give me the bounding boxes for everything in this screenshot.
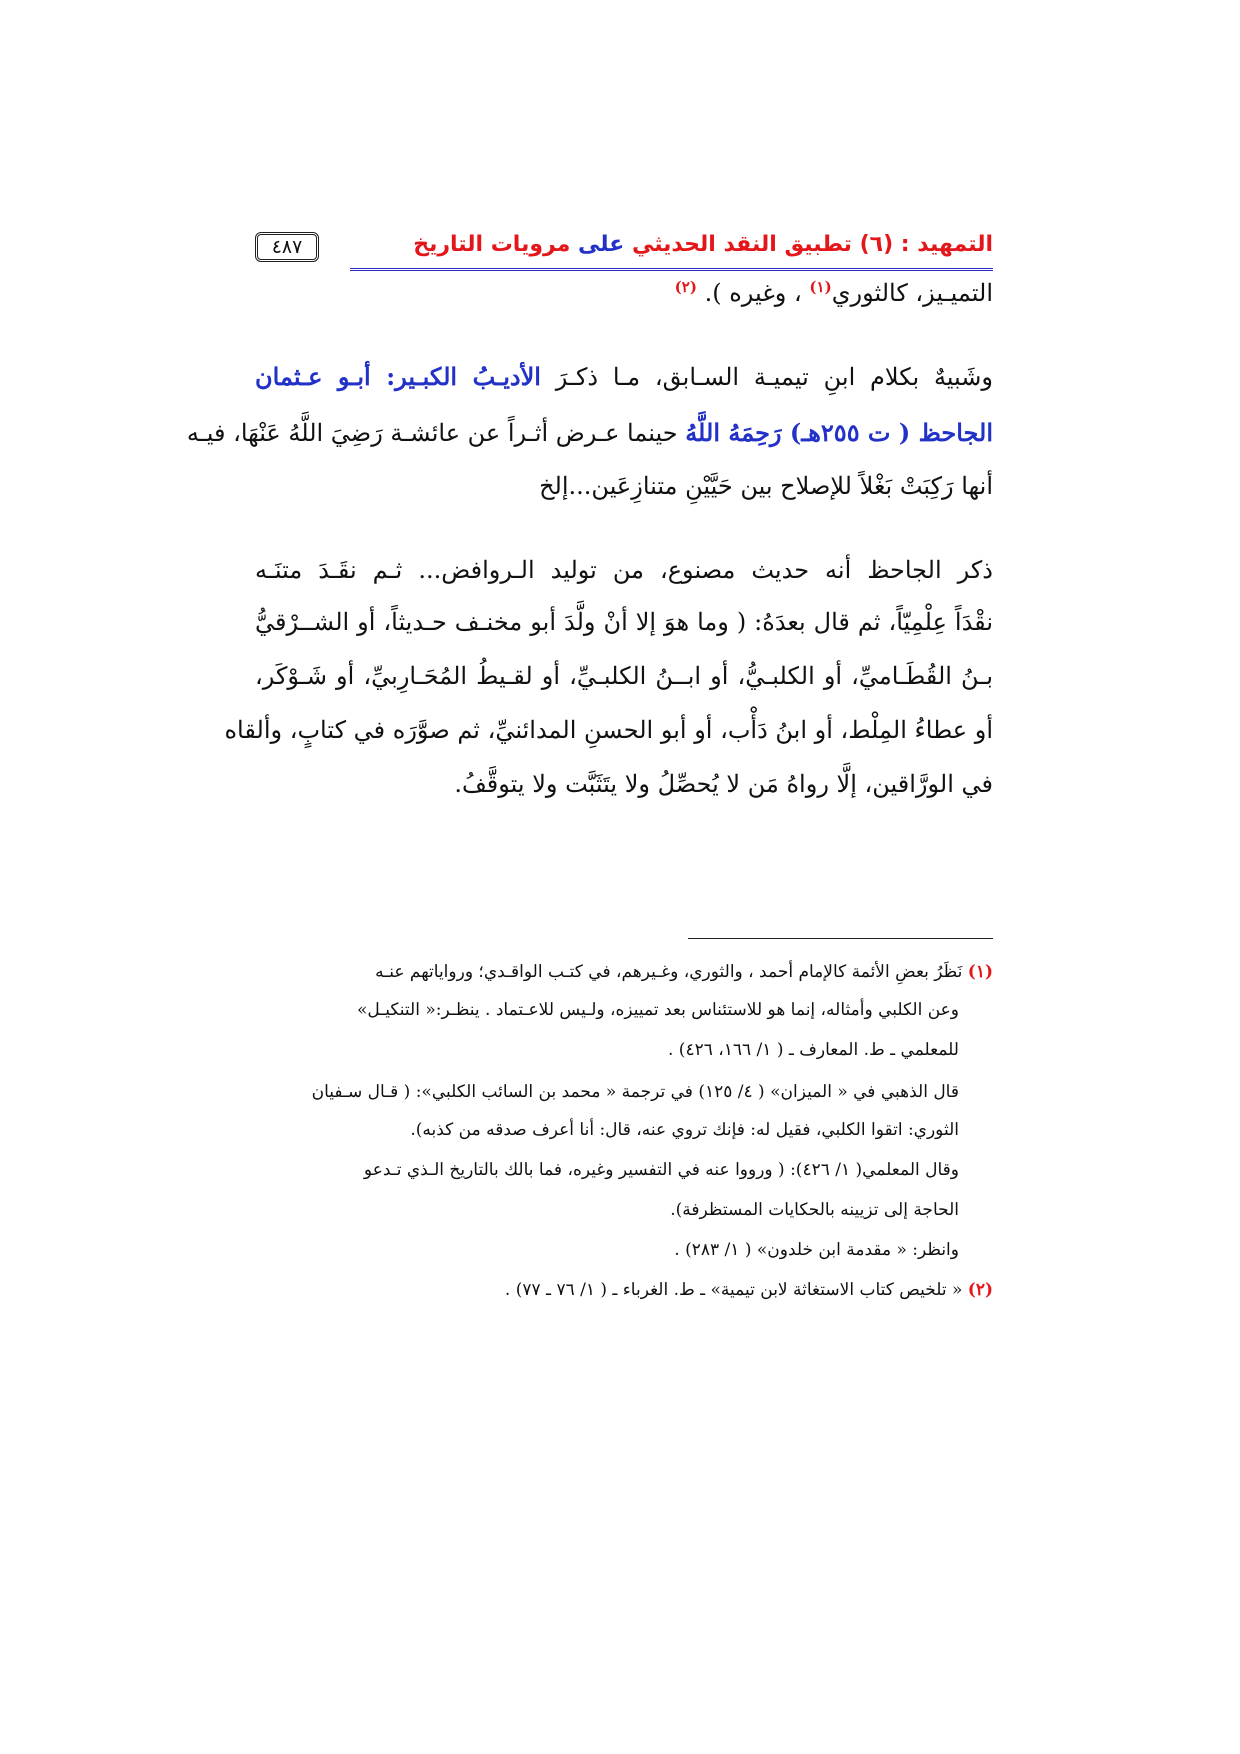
header-divider xyxy=(350,268,993,271)
footnote-divider xyxy=(688,938,993,939)
title-part-1: التمهيد : (٦) تطبيق النقد الحديثي xyxy=(631,232,993,257)
footnote-2-number: (٢) xyxy=(967,1280,993,1300)
paragraph-2-line-4: أو عطاءُ المِلْط، أو ابنُ دَأْب، أو أبو الحسنِ المدائنيِّ، ثم صوَّرَه في كتابٍ، وألقاه xyxy=(224,716,993,744)
footnote-1-line-7: الحاجة إلى تزيينه بالحكايات المستظرفة). xyxy=(670,1200,959,1220)
footnote-1-line-1 xyxy=(255,962,993,982)
text-run: ، وغيره ). xyxy=(704,279,802,307)
paragraph-1-line-1 xyxy=(255,362,993,391)
footnote-2-line-1 xyxy=(255,1280,993,1300)
footnote-1-line-8: وانظر: « مقدمة ابن خلدون» ( ١/ ٢٨٣) . xyxy=(674,1240,959,1260)
footnote-1-line-5: الثوري: اتقوا الكلبي، فقيل له: فإنك تروي عنه، قال: أنا أعرف صدقه من كذبه). xyxy=(410,1120,959,1140)
page-number: ٤٨٧ xyxy=(255,232,319,262)
paragraph-2-line-5: في الورَّاقين، إلَّا رواهُ مَن لا يُحصِّلُ ولا يتَثَبَّت ولا يتوقَّفُ. xyxy=(454,770,993,798)
paragraph-0-line-1 xyxy=(255,278,993,307)
text-run: نَظَرُ بعضِ الأئمة كالإمام أحمد ، والثوري، وغـيرهم، في كتـب الواقـدي؛ ورواياتهم عنـه xyxy=(375,962,963,982)
footnote-1-line-4: قال الذهبي في « الميزان» ( ٤/ ١٢٥) في ترجمة « محمد بن السائب الكلبي»: ( قـال سـفيان xyxy=(311,1082,959,1102)
paragraph-2-line-2: نقْدَاً عِلْمِيّاً، ثم قال بعدَهُ: ( وما هوَ إلا أنْ ولَّدَ أبو مخنـف حـديثاً، أو الشــرْقيُّ xyxy=(255,608,993,636)
text-run: « تلخيص كتاب الاستغاثة لابن تيمية» ـ ط. الغرباء ـ ( ١/ ٧٦ ـ ٧٧) . xyxy=(504,1280,963,1300)
author-name: الأديـبُ الكبـير: أبـو عـثمان xyxy=(255,362,541,391)
running-title xyxy=(413,228,993,262)
text-run: التميـيز، كالثوري xyxy=(831,279,993,307)
paragraph-2-line-3: بـنُ القُطَـاميِّ، أو الكلبـيُّ، أو ابــنُ الكلبـيِّ، أو لقـيطُ المُحَـارِبيِّ، أو شَـوْكَر، xyxy=(255,662,993,690)
footnote-1-number: (١) xyxy=(967,962,993,982)
footnote-1-line-2: وعن الكلبي وأمثاله، إنما هو للاستئناس بعد تمييزه، ولـيس للاعـتماد . ينظـر:« التنكيـل» xyxy=(357,1000,959,1020)
paragraph-2-line-1: ذكر الجاحظ أنه حديث مصنوع، من توليد الـروافض... ثـم نقَـدَ متنَـه xyxy=(255,556,993,584)
footnote-ref-2[interactable]: (٢) xyxy=(674,278,697,296)
title-part-2: على xyxy=(577,232,625,257)
paragraph-1-line-3: أنها رَكِبَتْ بَغْلاً للإصلاح بين حَيَّيْنِ متنازِعَين...إلخ xyxy=(539,472,993,500)
author-name-cont: الجاحظ ( ت ٢٥٥هـ) رَحِمَهُ اللَّهُ xyxy=(685,418,993,447)
footnote-1-line-6: وقال المعلمي( ١/ ٤٢٦): ( ورووا عنه في التفسير وغيره، فما بالك بالتاريخ الـذي تـدعو xyxy=(363,1160,959,1180)
title-part-3: مرويات التاريخ xyxy=(413,232,571,257)
page-header xyxy=(255,228,993,270)
footnote-1-line-3: للمعلمي ـ ط. المعارف ـ ( ١/ ١٦٦، ٤٢٦) . xyxy=(668,1040,959,1060)
paragraph-1-line-2 xyxy=(186,418,993,447)
footnote-ref-1[interactable]: (١) xyxy=(809,278,832,296)
text-run: وشَبيهٌ بكلام ابنِ تيميـة السـابق، مـا ذكـرَ xyxy=(555,363,993,391)
text-run: حينما عـرض أثـراً عن عائشـة رَضِيَ اللَّهُ عَنْهَا، فيـه xyxy=(186,419,678,447)
